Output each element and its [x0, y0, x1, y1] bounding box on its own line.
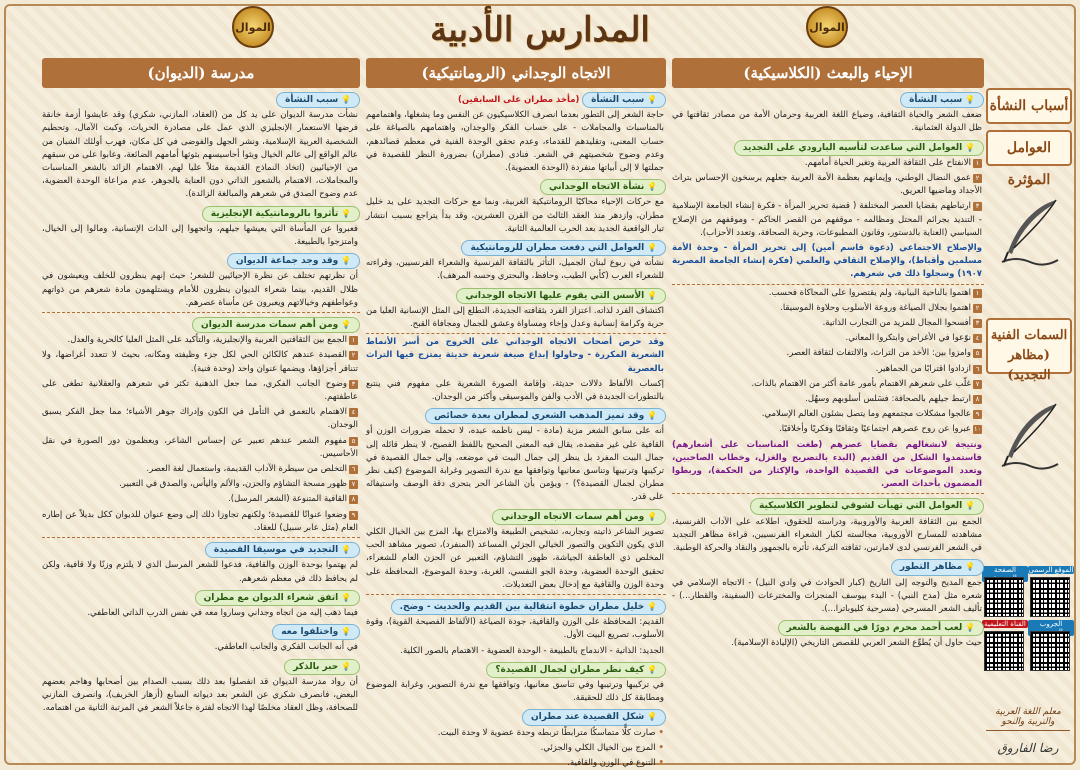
section-heading: 💡 وقد وجد جماعة الديوان — [227, 253, 360, 269]
paragraph: ضعف الشعر والحياة الثقافية، وضياع اللغة العربية وحرمان الأمة من مصادر ثقافتها في ظل الدولة العثمانية. — [672, 110, 982, 134]
section-heading: 💡 مظاهر التطور — [891, 559, 984, 575]
list-item: • صارت كلًّا متماسكًا مترابطًا تربطه وحدة عضوية لا وحدة البيت. — [437, 727, 664, 738]
section-heading: وقد حرص أصحاب الاتجاه الوجداني على الخروج من أسر الأنماط الشعرية المكررة - وحاولوا إبداع صيغة شعرية حديثة يمتزج فيها التراث بالعصرية — [366, 337, 664, 374]
logo-badge: الموال — [806, 6, 848, 48]
section-heading: 💡 حبر بالذكر — [284, 659, 360, 675]
signature-name: رضا الفاروق — [997, 741, 1059, 755]
paragraph: حاجة الشعر إلى التطور بعدما انصرف الكلاسيكيون عن النفس وما يشغلها، واهتمامهم بالمناسبات والمجاملات - على حساب الفكر والوجدان، واهتمامهم بالصياغة على حساب المعنى، وتقليدهم للقدماء، وعدم تحقق الوحدة الفنية في معظم قصائدهم، وعدم وضوح شخصيتهم في الشعر. فنادى (مطران) بضرورة النظر للقصيدة في جملتها لا إلى أبياتها منفردة (الوحدة العضوية). — [366, 110, 664, 174]
header — [0, 6, 1080, 56]
side-label-features — [986, 318, 1072, 383]
section-heading: 💡 ومن أهم سمات الاتجاه الوجداني — [492, 509, 666, 525]
logo-badge: الموال — [232, 6, 274, 48]
column-romantic — [366, 90, 666, 768]
paragraph: في تركيبها وترتيبها وفي تناسق معانيها، وتوافقها مع ندرة التصوير، وغرابة الموضوع ومطابقة كل ذلك للحقيقة. — [366, 679, 664, 704]
section-heading: 💡 لعب أحمد محرم دورًا في النهضة بالشعر — [778, 620, 984, 636]
list-item: ٨ارتبط جيلهم بالصحافة: فسَلس أسلوبهم وسهُل. — [672, 393, 982, 406]
list-item: ٢عمق النضال الوطني، وإيمانهم بعظمة الأمة العربية جعلهم يرسخون الإحساس بتراث الأجداد وماضيها العريق. — [672, 173, 982, 197]
side-label-factors: العوامل المؤثرة — [986, 130, 1072, 166]
list-item: ٣ارتباطهم بقضايا العصر المختلفة ( قضية تحرير المرأة - فكرة إنشاء الجامعة الإسلامية - التنديد بجرائم المحتل ومظالمه - موقفهم من القصر الحاكم - وموقفهم من الإصلاح السياسي (العناية بالدستور، وقانون المطبوعات، وحرية الصحافة، وتعدد الأحزاب). — [672, 201, 982, 238]
list-item: ٤نوّعوا في الأغراض وابتكروا المعاني. — [672, 332, 982, 345]
list-item: ٥وامزوا بين: الأخذ من التراث، والالتفات لثقافة العصر. — [672, 347, 982, 360]
section-heading: 💡 العوامل التي تهيأت لشوقي لتطوير الكلاسيكية — [750, 498, 984, 514]
paragraph: الجديد: الذاتية - الاندماج بالطبيعة - الوحدة العضوية - الاهتمام بالصور الكلية. — [400, 645, 664, 656]
side-label-features-line1: السمات الفنية — [990, 328, 1068, 343]
side-label-features-line2: (مظاهر التجديد) — [1007, 348, 1051, 383]
list-item: ١الجمع بين الثقافتين العربية والإنجليزية، والتأكيد على المثل العليا كالحرية والعدل. — [42, 334, 358, 347]
section-heading: 💡 خليل مطران خطوة انتقالية بين القديم والحديث - وضح. — [391, 599, 666, 615]
divider — [366, 594, 666, 595]
paragraph: فعبروا عن المأساة التي يعيشها جيلهم، واتجهوا إلى الذات الإنسانية، ومالوا إلى الخيال، وامتزجوا بالطبيعة. — [42, 223, 358, 248]
column-diwan — [42, 90, 360, 759]
divider — [672, 284, 984, 285]
signature-title: معلم اللغة العربية والتربية والنحو — [986, 707, 1070, 731]
column-header-classic: الإحياء والبعث (الكلاسيكية) — [672, 58, 984, 88]
side-label-origins: أسباب النشأة — [986, 88, 1072, 124]
section-heading: 💡 نشأة الاتجاه الوجداني — [540, 179, 666, 195]
list-item: ٩عالجوا مشكلات مجتمعهم وما يتصل بشئون العالم الإسلامي. — [672, 408, 982, 421]
column-header-romantic: الاتجاه الوجداني (الرومانتيكية) — [366, 58, 666, 88]
list-item: ٥مفهوم الشعر عندهم تعبير عن إحساس الشاعر، ويعظمون دور الصورة في نقل الأحاسيس. — [42, 435, 358, 459]
section-heading: 💡 ومن أهم سمات مدرسة الديوان — [192, 317, 360, 333]
list-item: ١اهتموا بالناحية البيانية، ولم يقتصروا على المحاكاة فحسب. — [672, 287, 982, 300]
list-item: ٣أفسحوا المجال للمزيد من التجارب الذاتية. — [672, 317, 982, 330]
list-item: • المزج بين الخيال الكلي والجزئي. — [540, 742, 664, 753]
qr-code-icon[interactable] — [1030, 577, 1070, 617]
qr-caption-site: الموقع الرسمي — [1028, 566, 1074, 574]
paragraph: فيما ذهب إليه من اتجاه وجداني وساروا معه في نفس الدرب الذاتي العاطفي. — [87, 607, 358, 618]
section-heading: 💡 الأسس التي يقوم عليها الاتجاه الوجداني — [456, 288, 666, 304]
paragraph: نشأته في ربوع لبنان الجميل، التأثر بالثقافة الفرنسية والشعراء الفرنسيين، وقراءته للشعراء العرب (كأبي الطيب، وحافظ، والبحتري وحسه المرهف). — [366, 258, 664, 282]
section-heading: 💡 واختلفوا معه — [272, 624, 360, 640]
paragraph: اكتشاف الفرد لذاته. اعتزاز الفرد بثقافته الجديدة، التطلع إلى المثل الإنسانية العليا من حرية وكرامة إنسانية وعدل وإخاء ومساواة وعشق للجمال ومجافاة القبح. — [366, 305, 664, 330]
list-item: ٣وضوح الجانب الفكري، مما جعل الذهنية تكثر في شعرهم والعقلانية تطغى على عاطفتهم. — [42, 378, 358, 403]
section-heading: 💡 اتفق شعراء الديوان مع مطران — [195, 590, 360, 606]
section-heading: 💡 وقد تميز المذهب الشعري لمطران بعدة خصائص — [425, 408, 666, 424]
list-item: ١٠عبروا عن روح عصرهم اجتماعيًا وثقافيًا وفكريًا وأخلاقيًا. — [779, 424, 981, 435]
list-item: ٧غلّب على شعرهم الاهتمام بأمور عامة أكثر من الاهتمام بالذات. — [672, 378, 982, 391]
section-tag: (مأخذ مطران على السابقين) — [457, 95, 580, 105]
section-heading: 💡 سبب النشأة — [582, 92, 666, 108]
quill-icon — [996, 196, 1062, 268]
section-heading: 💡 العوامل التي ساعدت لتأسيه البارودي على التجديد — [734, 140, 984, 156]
list-item: ٤الاهتمام بالتعمق في التأمل في الكون وإدراك جوهر الأشياء؛ مما جعل الفكر يسبق الوجدان. — [42, 407, 358, 431]
list-item: ٦التخلص من سيطرة الآداب القديمة، واستعمال لغة العصر. — [42, 463, 358, 476]
paragraph: القديم: المحافظة على الوزن والقافية، جودة الصياغة (الألفاظ الفصيحة القوية)، وقوة الأسلوب، تصريع البيت الأول. — [366, 617, 664, 641]
qr-caption-page: الصفحة — [982, 566, 1028, 582]
paragraph: تصوير الشاعر ذاتيته وتجاربه، تشخيص الطبيعة والامتزاج بها، المزج بين الخيال الكلي الذي يكون التكوين والتصور الخيالي الجزئي المساعد (المنفرد)، تصوير مشاهد الحب المخلص ذي العاطفة الجياشة، ظهور التشاؤم، التعبير عن الحزن العام للشعراء، تحقيق الوحدة العضوية، وحدة الجو النفسي، الغربة، وحدة الموضوع، المحافظة على وحدة الوزن والقافية مع إدخال بعض التعديلات. — [366, 526, 664, 590]
list-item: ١الانفتاح على الثقافة العربية وتغير الحياة أمامهم. — [672, 157, 982, 170]
column-classic — [672, 90, 984, 759]
paragraph: أن رواد مدرسة الديوان قد انفصلوا بعد ذلك بسبب الصدام بين أصحابها وهاجم بعضهم البعض، فانصرف شكري عن الشعر بعد ديوانه السابع (أزهار الخريف)، وانصرف المازني للصحافة، وظل العقاد مخلصًا لهذا الاتجاه لفترة جاعلاً الشعر في المرتبة الثانية من اهتمامه. — [42, 676, 358, 714]
list-item: والإصلاح الاجتماعي (دعوة قاسم أمين) إلى تحرير المرأة - وحدة الأمة مسلمين وأقباط)، والإصلاح الثقافي والعلمي (فكرة إنشاء الجامعة المصرية ١٩٠٧) وسجلوا ذلك في شعرهم. — [672, 243, 982, 280]
paragraph: حيث حاول أن يُطوِّع الشعر العربي للقصص التاريخي (الإلياذة الإسلامية). — [731, 638, 982, 649]
paragraph: مع حركات الإحياء محاكيًا الرومانتيكية الغربية، ونما مع حركات التجديد على يد خليل مطران، وازدهر منذ العقد الثالث من القرن العشرين، وقد بدأ يتراجع بسبب انتشار تيار الواقعية الجديد بعد الحرب العالمية الثانية. — [366, 197, 664, 234]
section-heading: 💡 سبب النشأة — [900, 92, 984, 108]
qr-caption-channel: القناة التعليمية — [982, 620, 1028, 628]
qr-code-icon[interactable] — [1030, 631, 1070, 671]
paragraph: إكساب الألفاظ دلالات حديثة، وإقامة الصورة الشعرية على مفهوم فني ينتبع بالتطورات الجديدة في الأدب والفن والموسيقى وأكثر من الوجدان. — [366, 378, 664, 403]
qr-code-icon[interactable] — [984, 631, 1024, 671]
paragraph: أنه على سابق الشعر مزية (مادة - ليس ناظمه عبده، لا تحمله ضرورات الوزن أو القافية على غير مقصده، يقال فيه المعنى الصحيح باللفظ الفصيح، لا ينظر قائله إلى جمال البيت المفرد بل ينظر إلى جمال البيت في موضعه، وإلى جمال القصيدة في تركيبها وترتيبها وتناسق معانيها وتوافقها مع ندرة التصوير وغرابة الموضوع (كيف نظر مطران لجمال القصيدة؟) - ويؤمن بأن الشاعر الحر يتحرى دقة الوصف واستيفائه على قدر. — [366, 426, 664, 503]
paragraph: ونتيجة لانشغالهم بقضايا عصرهم (طغت المناسبات على أشعارهم) فاستمدوا الشكل من القديم (البدء بالتصريح والغزل، وخطاب الصاحبين، وتعدد الموضوعات في القصيدة الواحدة، والإكثار من الحكمة)، وربطوا المضمون بأحداث العصر. — [672, 439, 982, 490]
page-title: المدارس الأدبية — [430, 10, 650, 50]
divider — [42, 537, 360, 538]
signature — [986, 707, 1070, 755]
paragraph: نشأت مدرسة الديوان على يد كل من (العقاد، المازني، شكري) وقد عايشوا أزمة خانقة فرضها الاستعمار الإنجليزي الذي عمل على مصادرة الحريات، وكبت الآمال، وتحطيم الشخصية العربية الإسلامية، ونشر الجهل والفوضى في كل مكان، فهرب أولئك الشبان من عالم الواقع إلى عالم الخيال وبثوا أحاسيسهم بثوثها أمامهم الضائعة، وعابوا على من سبقهم من الإحيائيين (اتخاذ النماذج القديمة مثلاً عليا لهم، الاهتمام الزائد بالشعر المناسبات والمجاملات، الاهتمام بالشعور الذاتي دون العناية بالجوهر، عدم مراعاة الوحدة العضوية، عدم وضوح الصدق في شعرهم والمبالغة الزائدة). — [42, 110, 358, 200]
paragraph: لم يهتموا بوحدة الوزن والقافية، فدعوا للشعر المرسل الذي لا يلتزم وزنًا ولا قافية، ولكن لم يحافظ ذلك في معظم شعرهم. — [42, 560, 358, 584]
list-item: ٦ازدادوا اقترابًا من الجماهير. — [672, 363, 982, 376]
section-heading: 💡 التجديد في موسيقا القصيدة — [205, 542, 360, 558]
list-item: ٢القصيدة عندهم كالكائن الحي لكل جزء وظيفته ومكانه، بحيث لا تتعدد أغراضها، ولا تتنافر أجزاؤها، ويضمها عنوان واحد (وحدة فنية). — [42, 350, 358, 374]
divider — [366, 333, 666, 334]
quill-icon — [996, 400, 1062, 472]
list-item: ٧ظهور مسحة التشاؤم والحزن، والألم واليأس، والصدق في التعبير. — [42, 478, 358, 491]
section-heading: 💡 سبب النشأة — [276, 92, 360, 108]
divider — [672, 493, 984, 494]
divider — [42, 312, 360, 313]
section-heading: 💡 شكل القصيدة عند مطران — [522, 709, 666, 725]
section-heading: 💡 العوامل التي دفعت مطران للرومانتيكية — [461, 240, 666, 256]
paragraph: جمع المديح والتوجه إلى التاريخ (كبار الحوادث في وادي النيل) - الاتجاه الإسلامي في شعره مثل (مدح النبي) - البدء بيوسف المنجزات والمخترعات (السفينة، والقطار...) - تأليف الشعر المسرحي (مسرحية كليوباترا...). — [672, 577, 982, 614]
list-item: ٩وضعوا عنوانًا للقصيدة؛ ولكنهم تجاوزا ذلك إلى وضع عنوان للديوان ككل بديلاً عن إطاره العام (مثل عابر سبيل) للعقاد. — [42, 509, 358, 533]
paragraph: في أنه الجانب الفكري والجانب العاطفي. — [214, 642, 358, 653]
list-item: ٨القافية المتنوعة (الشعر المرسل). — [42, 493, 358, 506]
section-heading: 💡 كيف نظر مطران لجمال القصيدة؟ — [486, 662, 666, 678]
list-item: • التنوع في الوزن والقافية. — [567, 757, 664, 768]
qr-code-icon[interactable] — [984, 577, 1024, 617]
paragraph: أن نظرتهم تختلف عن نظرة الإحيائيين للشعر؛ حيث إنهم ينظرون للخلف ويعيشون في ظلال القديم، بينما شعراء الديوان ينظرون للأمام ويستلهمون مادة شعرهم من ذواتهم وعواطفهم وخيالاتهم ويعبرون عن مأساة عصرهم. — [42, 271, 358, 308]
section-heading: 💡 تأثروا بالرومانتيكية الإنجليزية — [202, 206, 360, 222]
paragraph: الجمع بين الثقافة العربية والأوروبية، ودراسته للحقوق، اطلاعه على الآداب الفرنسية، مشاهدته للمسارح الأوروبية، مجالسته لكبار الشعراء الفرنسيين، قراءة مظاهر التجديد في الشعر الفرنسي لدى لامارتين، ثقافته التركية، تأثره بالجمهور والنقاد والحركة الوطنية. — [672, 516, 982, 554]
qr-caption-group: الجروب — [1028, 620, 1074, 636]
list-item: ٢اهتموا بجلال الصياغة وروعة الأسلوب وحلاوة الموسيقا. — [672, 302, 982, 315]
column-header-diwan: مدرسة (الديوان) — [42, 58, 360, 88]
